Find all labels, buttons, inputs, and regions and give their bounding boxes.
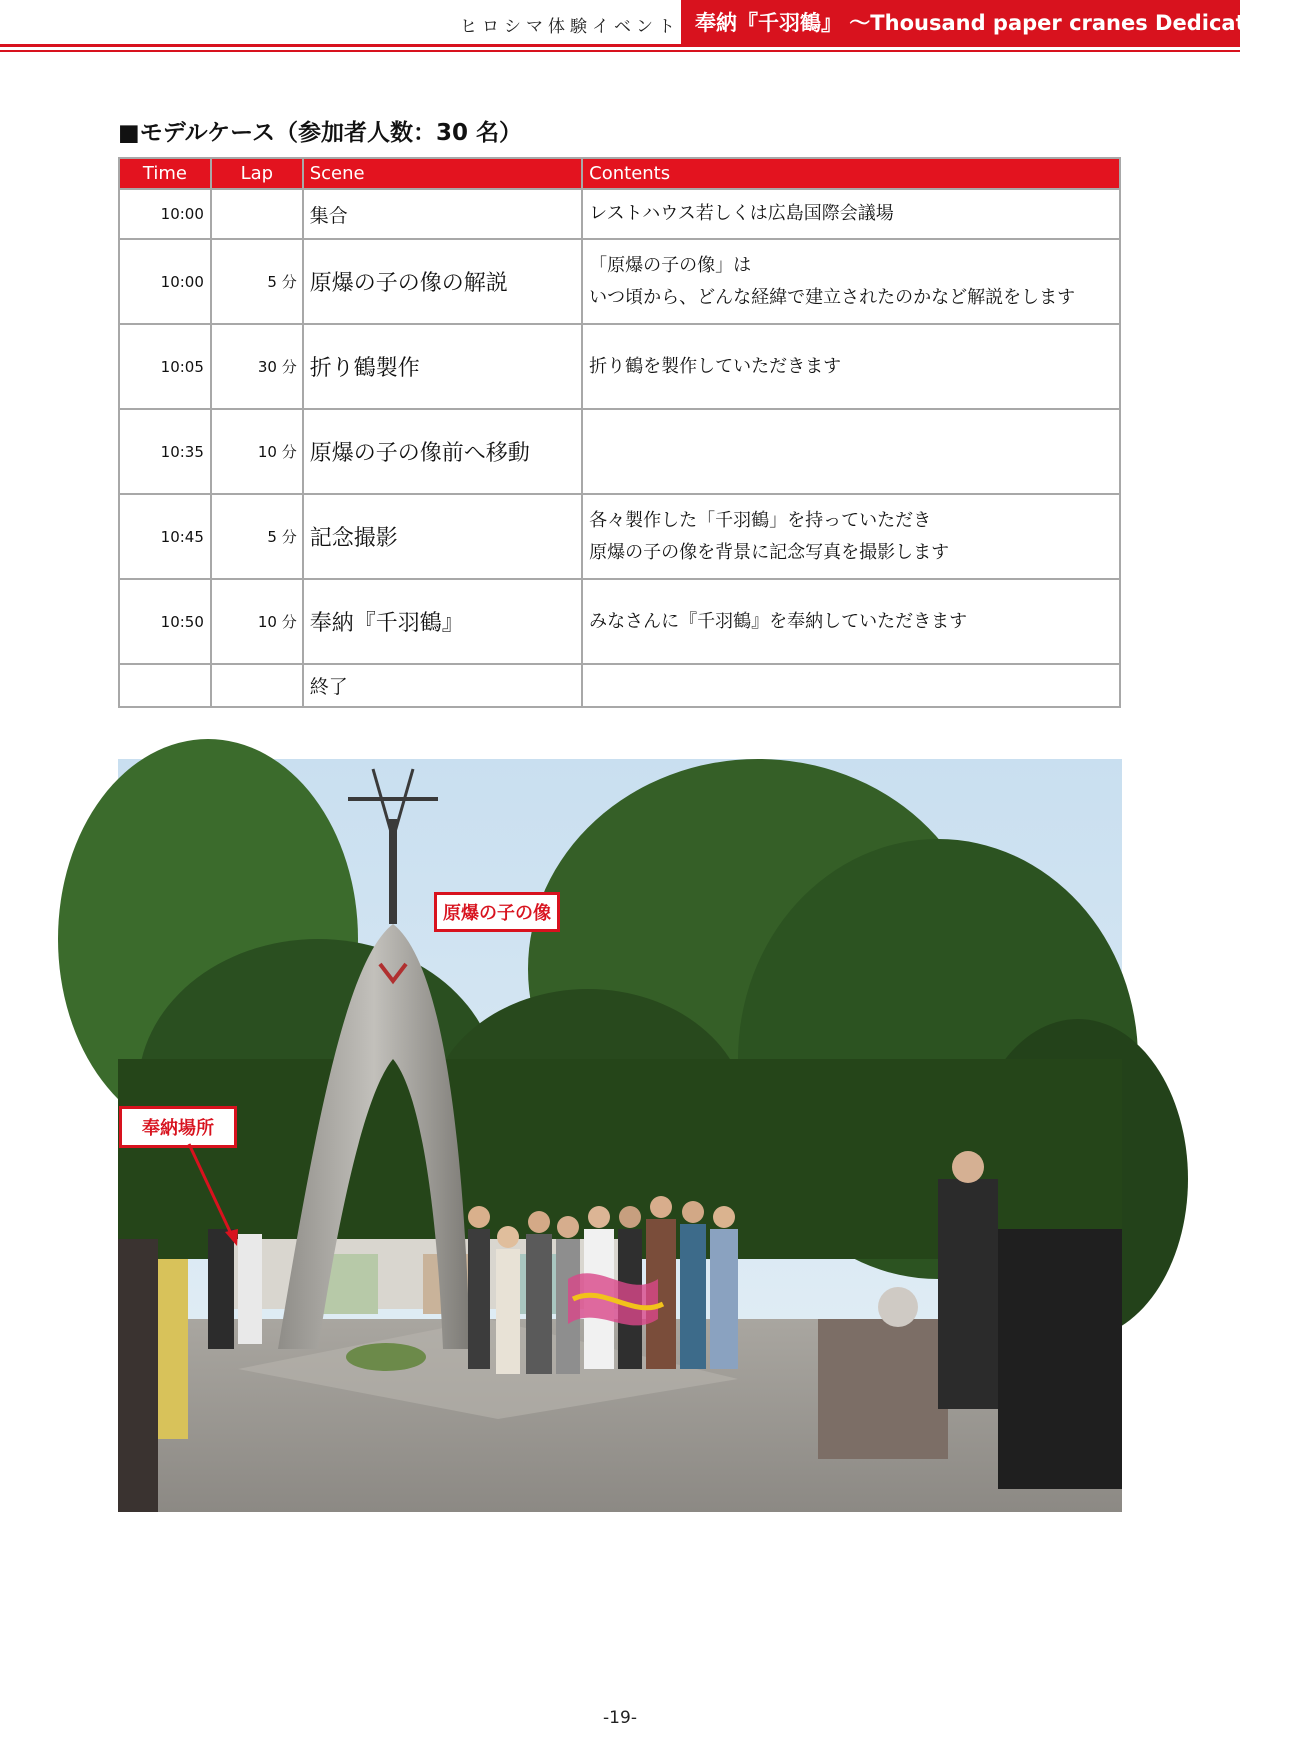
table-row [119,189,1120,239]
table-row [119,664,1120,707]
callout-statue-label: 原爆の子の像 [434,892,560,932]
contents-cell [582,409,1120,494]
scene-cell: 記念撮影 [303,494,582,579]
time-cell: 10:05 [119,324,211,409]
contents-line: 「原爆の子の像」は [589,254,752,276]
table-row [119,239,1120,324]
lap-cell: 5 分 [211,239,303,324]
schedule-table [118,157,1121,708]
contents-cell [582,664,1120,707]
contents-cell [582,494,1120,579]
header-rule [0,44,1240,47]
table-header-row [119,158,1120,189]
section-title: ■モデルケース（参加者人数：30 名） [118,120,522,146]
page-number: -19- [603,1708,637,1728]
lap-cell [211,664,303,707]
contents-cell [582,189,1120,239]
contents-line: 原爆の子の像を背景に記念写真を撮影します [589,541,950,563]
contents-cell [582,239,1120,324]
lap-cell [211,189,303,239]
time-cell: 10:00 [119,239,211,324]
memorial-photo [118,759,1122,1512]
contents-line: みなさんに『千羽鶴』を奉納していただきます [589,610,968,632]
time-cell: 10:45 [119,494,211,579]
table-row [119,409,1120,494]
page-header [0,0,1303,56]
contents-cell [582,324,1120,409]
arrow-icon [185,1140,245,1250]
scene-cell: 集合 [303,189,582,239]
header-label: ヒロシマ体験イベント [460,17,680,37]
header-title: 奉納『千羽鶴』 〜Thousand paper cranes Dedication〜 [681,0,1240,44]
table-row [119,579,1120,664]
scene-cell: 折り鶴製作 [303,324,582,409]
time-cell: 10:35 [119,409,211,494]
lap-cell: 10 分 [211,579,303,664]
contents-line: いつ頃から、どんな経緯で建立されたのかなど解説をします [589,286,1076,308]
scene-cell: 奉納『千羽鶴』 [303,579,582,664]
table-row [119,494,1120,579]
header-lap: Lap [211,158,303,189]
lap-cell: 30 分 [211,324,303,409]
header-contents: Contents [582,158,1120,189]
contents-line: 各々製作した「千羽鶴」を持っていただき [589,509,932,531]
scene-cell: 終了 [303,664,582,707]
lap-cell: 5 分 [211,494,303,579]
time-cell: 10:50 [119,579,211,664]
table-row [119,324,1120,409]
header-scene: Scene [303,158,582,189]
header-rule-thin [0,50,1240,52]
time-cell [119,664,211,707]
contents-line: 折り鶴を製作していただきます [589,355,842,377]
contents-cell [582,579,1120,664]
lap-cell: 10 分 [211,409,303,494]
header-time: Time [119,158,211,189]
scene-cell: 原爆の子の像の解説 [303,239,582,324]
time-cell: 10:00 [119,189,211,239]
scene-cell: 原爆の子の像前へ移動 [303,409,582,494]
callout-place-label: 奉納場所 [119,1106,237,1148]
contents-line: レストハウス若しくは広島国際会議場 [589,203,894,224]
